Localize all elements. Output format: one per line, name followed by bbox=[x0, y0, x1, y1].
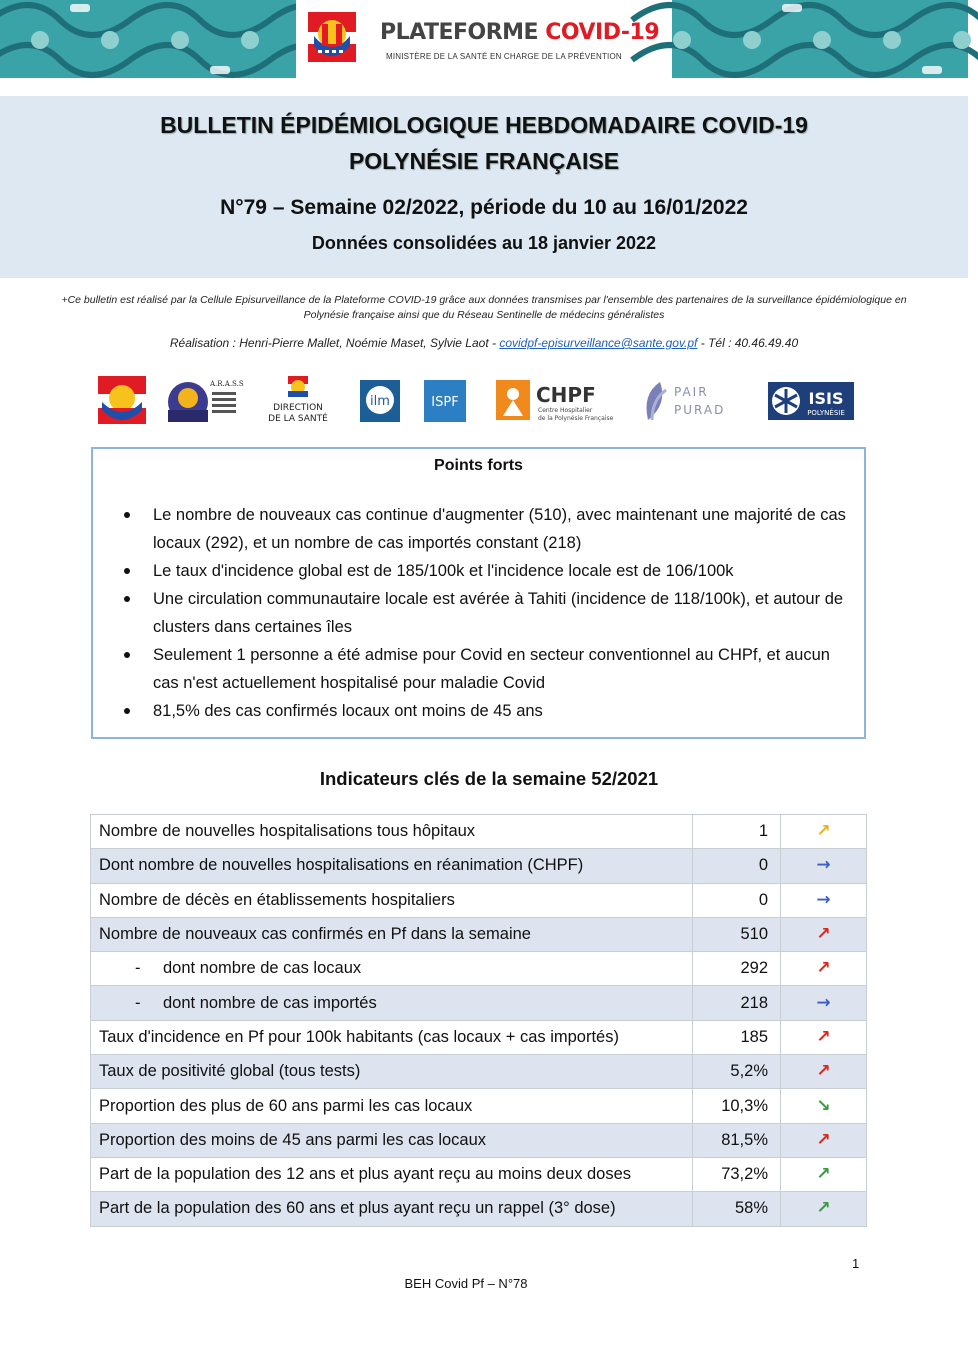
arrow-down-right-icon: ↘ bbox=[816, 1095, 831, 1116]
indicator-row bbox=[91, 1123, 867, 1157]
page-number: 1 bbox=[852, 1256, 860, 1271]
indicator-row bbox=[91, 986, 867, 1020]
indicator-value: 73,2% bbox=[693, 1157, 781, 1191]
apair-label: PAIR bbox=[674, 385, 709, 399]
indicators-table bbox=[90, 814, 867, 1227]
indicator-label bbox=[91, 1089, 693, 1123]
arrow-right-icon: → bbox=[816, 992, 831, 1013]
brand-part-2: COVID-19 bbox=[545, 20, 660, 45]
arrow-up-right-icon: ↗ bbox=[816, 1198, 831, 1219]
indicator-label-text: Part de la population des 12 ans et plus ayant reçu au moins deux doses bbox=[99, 1165, 632, 1184]
bulletin-title: BULLETIN ÉPIDÉMIOLOGIQUE HEBDOMADAIRE COVID-19 bbox=[160, 112, 808, 138]
arrow-right-icon: → bbox=[816, 889, 831, 910]
key-point-item: Le nombre de nouveaux cas continue d'augmenter (510), avec maintenant une majorité de cas locaux (292), et un nombre de cas importés constant (218) bbox=[123, 501, 853, 557]
brand-subtitle: MINISTÈRE DE LA SANTÉ EN CHARGE DE LA PRÉVENTION bbox=[386, 52, 622, 61]
indicator-trend bbox=[781, 986, 867, 1020]
indicator-value: 292 bbox=[693, 952, 781, 986]
indicator-row bbox=[91, 849, 867, 883]
key-points-box bbox=[91, 447, 866, 739]
indicator-label bbox=[91, 883, 693, 917]
indicator-row bbox=[91, 883, 867, 917]
key-point-item: Une circulation communautaire locale est avérée à Tahiti (incidence de 118/100k), et autour de clusters dans certaines îles bbox=[123, 585, 853, 641]
indicator-trend bbox=[781, 1020, 867, 1054]
indicator-row bbox=[91, 1157, 867, 1191]
indicator-label bbox=[91, 1055, 693, 1089]
indicator-value: 5,2% bbox=[693, 1055, 781, 1089]
indicator-trend bbox=[781, 1157, 867, 1191]
indicator-trend bbox=[781, 917, 867, 951]
indicator-label bbox=[91, 952, 693, 986]
indicator-label bbox=[91, 1157, 693, 1191]
indicator-trend bbox=[781, 1055, 867, 1089]
indicator-value: 1 bbox=[693, 815, 781, 849]
indicator-value: 185 bbox=[693, 1020, 781, 1054]
indicator-row bbox=[91, 1089, 867, 1123]
indicator-row bbox=[91, 917, 867, 951]
indicator-label-text: Nombre de nouvelles hospitalisations tous hôpitaux bbox=[99, 822, 476, 841]
direction-label-2: DE LA SANTÉ bbox=[268, 414, 328, 424]
chpf-logo bbox=[494, 374, 634, 428]
key-points-list bbox=[123, 501, 853, 725]
arrow-up-right-icon: ↗ bbox=[816, 821, 831, 842]
arrow-up-right-icon: ↗ bbox=[816, 1061, 831, 1082]
indicator-value: 58% bbox=[693, 1192, 781, 1226]
bulletin-title-block bbox=[0, 96, 968, 278]
ilm-logo bbox=[358, 374, 402, 428]
indicator-trend bbox=[781, 1192, 867, 1226]
indicator-value: 0 bbox=[693, 883, 781, 917]
indicator-trend bbox=[781, 815, 867, 849]
contact-phone: - Tél : 40.46.49.40 bbox=[697, 336, 799, 350]
indicator-label-text: Nombre de nouveaux cas confirmés en Pf dans la semaine bbox=[99, 925, 531, 944]
isis-sub: POLYNÉSIE bbox=[807, 409, 845, 417]
indicator-label bbox=[91, 815, 693, 849]
banner-brand-area bbox=[296, 0, 672, 78]
apair-apurad-logo bbox=[638, 374, 748, 428]
polynesian-pattern-left bbox=[0, 0, 296, 78]
ispf-logo bbox=[422, 374, 468, 428]
polynesia-emblem-icon bbox=[92, 374, 152, 428]
polynesia-emblem-icon bbox=[302, 6, 362, 68]
direction-label-1: DIRECTION bbox=[273, 403, 323, 413]
key-point-item: Le taux d'incidence global est de 185/100k et l'incidence locale est de 106/100k bbox=[123, 557, 853, 585]
indicator-label-text: dont nombre de cas locaux bbox=[163, 959, 362, 978]
arrow-right-icon: → bbox=[816, 855, 831, 876]
arass-label: A.R.A.S.S bbox=[210, 380, 244, 388]
chpf-sub-2: de la Polynésie Française bbox=[538, 415, 614, 422]
credits-authors bbox=[60, 336, 908, 350]
chpf-sub-1: Centre Hospitalier bbox=[538, 407, 593, 414]
indicator-value: 0 bbox=[693, 849, 781, 883]
indicator-label-text: Proportion des plus de 60 ans parmi les cas locaux bbox=[99, 1096, 473, 1115]
key-point-item: 81,5% des cas confirmés locaux ont moins de 45 ans bbox=[123, 697, 853, 725]
arrow-up-right-icon: ↗ bbox=[816, 958, 831, 979]
indicator-trend bbox=[781, 952, 867, 986]
sub-item-dash: - bbox=[135, 959, 141, 978]
authors-text: Réalisation : Henri-Pierre Mallet, Noémie Maset, Sylvie Laot - bbox=[169, 336, 500, 350]
indicator-label-text: Nombre de décès en établissements hospitaliers bbox=[99, 890, 455, 909]
indicator-label-text: Dont nombre de nouvelles hospitalisations en réanimation (CHPF) bbox=[99, 856, 584, 875]
arrow-up-right-icon: ↗ bbox=[816, 924, 831, 945]
indicator-label bbox=[91, 1020, 693, 1054]
indicator-value: 81,5% bbox=[693, 1123, 781, 1157]
key-point-item: Seulement 1 personne a été admise pour Covid en secteur conventionnel au CHPf, et aucun cas n'est actuellement hospitalisé pour maladie Covid bbox=[123, 641, 853, 697]
brand-part-1: PLATEFORME bbox=[380, 20, 539, 45]
bulletin-region: POLYNÉSIE FRANÇAISE bbox=[348, 148, 620, 174]
contact-email-link[interactable]: covidpf-episurveillance@sante.gov.pf bbox=[499, 336, 698, 350]
indicator-row bbox=[91, 952, 867, 986]
indicator-label-text: Proportion des moins de 45 ans parmi les cas locaux bbox=[99, 1130, 487, 1149]
partner-logos bbox=[90, 374, 870, 428]
indicator-value: 218 bbox=[693, 986, 781, 1020]
indicator-label bbox=[91, 849, 693, 883]
indicator-label-text: Taux d'incidence en Pf pour 100k habitants (cas locaux + cas importés) bbox=[99, 1027, 619, 1046]
indicator-label-text: Taux de positivité global (tous tests) bbox=[99, 1062, 361, 1081]
polynesian-pattern-right bbox=[672, 0, 968, 78]
key-points-title: Points forts bbox=[434, 457, 523, 474]
isis-label: ISIS bbox=[808, 389, 844, 408]
isis-logo bbox=[766, 374, 856, 428]
indicator-label bbox=[91, 917, 693, 951]
indicator-trend bbox=[781, 883, 867, 917]
arass-logo bbox=[164, 374, 244, 428]
arrow-up-right-icon: ↗ bbox=[816, 1164, 831, 1185]
indicator-value: 10,3% bbox=[693, 1089, 781, 1123]
sub-item-dash: - bbox=[135, 993, 141, 1012]
indicator-trend bbox=[781, 1123, 867, 1157]
indicator-row bbox=[91, 1055, 867, 1089]
apurad-label: PURAD bbox=[674, 403, 726, 417]
indicator-row bbox=[91, 815, 867, 849]
footer-text: BEH Covid Pf – N°78 bbox=[404, 1276, 528, 1291]
indicator-trend bbox=[781, 1089, 867, 1123]
indicator-trend bbox=[781, 849, 867, 883]
indicator-label bbox=[91, 1123, 693, 1157]
indicator-label bbox=[91, 1192, 693, 1226]
indicator-label-text: Part de la population des 60 ans et plus ayant reçu un rappel (3° dose) bbox=[99, 1199, 616, 1218]
indicators-title: Indicateurs clés de la semaine 52/2021 bbox=[319, 768, 659, 789]
arrow-up-right-icon: ↗ bbox=[816, 1129, 831, 1150]
brand-title bbox=[380, 20, 659, 45]
arrow-up-right-icon: ↗ bbox=[816, 1026, 831, 1047]
ilm-label: ilm bbox=[370, 394, 390, 409]
indicator-label bbox=[91, 986, 693, 1020]
credits-note: +Ce bulletin est réalisé par la Cellule Episurveillance de la Plateforme COVID-19 grâce aux données transmises par l'ensemble des partenaires de la surveillance épidémiologique en Polynésie française ainsi que du Réseau Sentinelle de médecins généralistes bbox=[61, 294, 907, 321]
header-banner bbox=[0, 0, 968, 78]
indicator-row bbox=[91, 1020, 867, 1054]
indicator-value: 510 bbox=[693, 917, 781, 951]
bulletin-consolidation-date: Données consolidées au 18 janvier 2022 bbox=[311, 233, 657, 253]
chpf-label: CHPF bbox=[536, 383, 596, 407]
direction-sante-logo bbox=[268, 374, 328, 428]
indicator-label-text: dont nombre de cas importés bbox=[163, 993, 377, 1012]
ispf-label: ISPF bbox=[431, 395, 459, 410]
indicator-row bbox=[91, 1192, 867, 1226]
bulletin-number-period: N°79 – Semaine 02/2022, période du 10 au 16/01/2022 bbox=[220, 196, 748, 219]
